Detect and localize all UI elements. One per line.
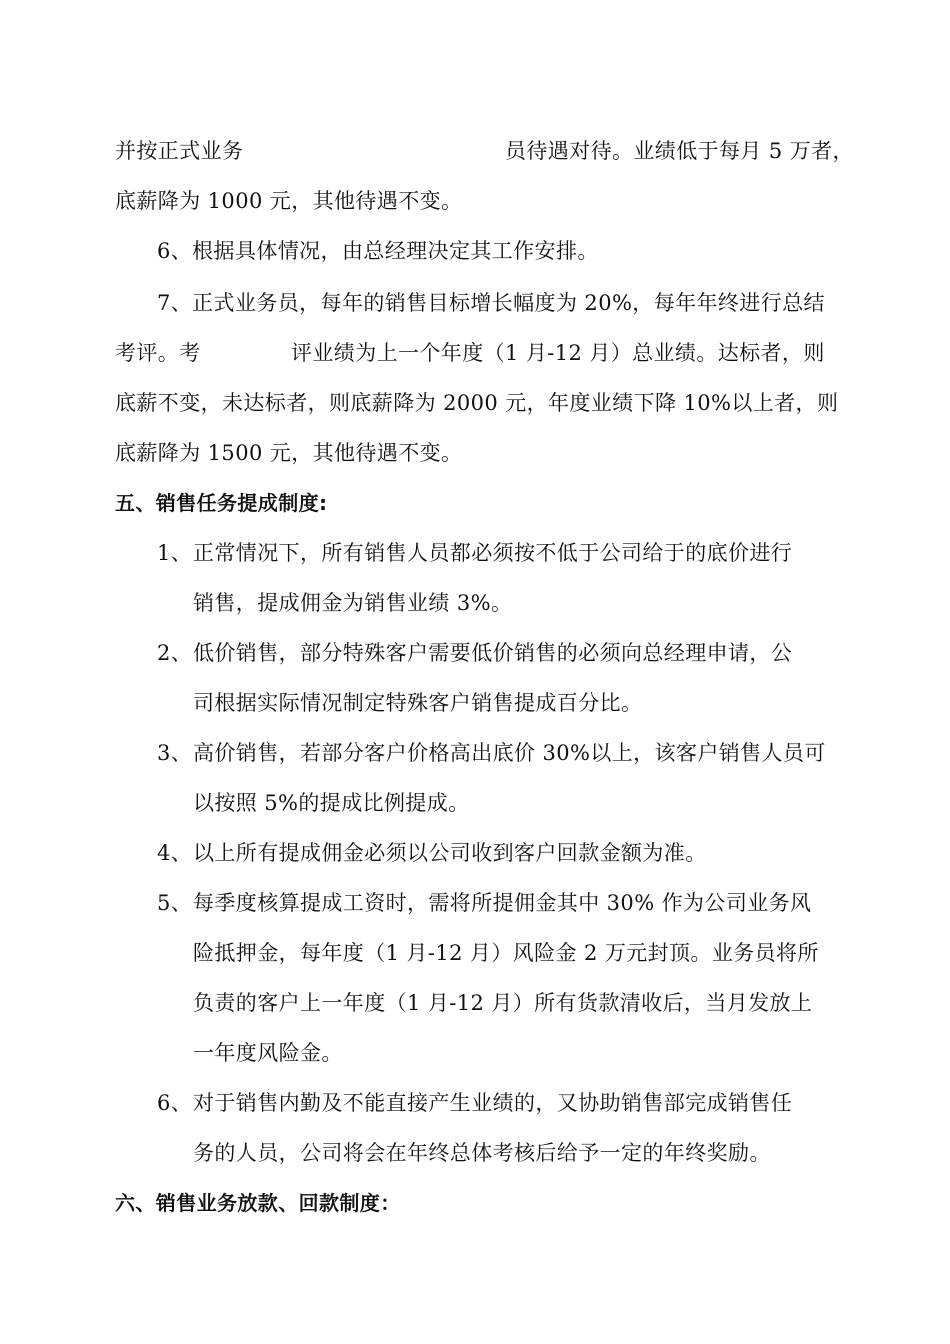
section-5-heading: 五、销售任务提成制度:	[115, 491, 328, 515]
s5-item-5-line-4: 一年度风险金。	[193, 1041, 343, 1065]
item-7-line-2a: 考评。考	[115, 341, 201, 365]
s5-item-2-line-1: 低价销售，部分特殊客户需要低价销售的必须向总经理申请，公	[193, 641, 793, 665]
section-6-heading: 六、销售业务放款、回款制度：	[115, 1191, 401, 1215]
s5-item-4-num: 4、	[157, 841, 193, 865]
s5-item-6-line-1: 对于销售内勤及不能直接产生业绩的，又协助销售部完成销售任	[193, 1091, 793, 1115]
item-7-line-3: 底薪不变，未达标者，则底薪降为 2000 元，年度业绩下降 10%以上者，则	[115, 391, 839, 415]
s5-item-6-num: 6、	[157, 1091, 193, 1115]
item-7-line-2b: 评业绩为上一个年度（1 月-12 月）总业绩。达标者，则	[291, 341, 825, 365]
s5-item-5-line-1: 每季度核算提成工资时，需将所提佣金其中 30% 作为公司业务风	[193, 891, 812, 915]
s5-item-5-line-2: 险抵押金，每年度（1 月-12 月）风险金 2 万元封顶。业务员将所	[193, 941, 819, 965]
item-7-line-4: 底薪降为 1500 元，其他待遇不变。	[115, 441, 463, 465]
s5-item-6-line-2: 务的人员，公司将会在年终总体考核后给予一定的年终奖励。	[193, 1141, 771, 1165]
s5-item-5-line-3: 负责的客户上一年度（1 月-12 月）所有货款清收后，当月发放上	[193, 991, 813, 1015]
s5-item-3-line-1: 高价销售，若部分客户价格高出底价 30%以上，该客户销售人员可	[193, 741, 826, 765]
carryover-line-2: 底薪降为 1000 元，其他待遇不变。	[115, 189, 463, 213]
s5-item-2-num: 2、	[157, 641, 193, 665]
s5-item-2-line-2: 司根据实际情况制定特殊客户销售提成百分比。	[193, 691, 643, 715]
s5-item-5-num: 5、	[157, 891, 193, 915]
s5-item-1-line-2: 销售，提成佣金为销售业绩 3%。	[193, 591, 513, 615]
s5-item-3-num: 3、	[157, 741, 193, 765]
s5-item-1-line-1: 正常情况下，所有销售人员都必须按不低于公司给于的底价进行	[193, 541, 793, 565]
s5-item-4-line-1: 以上所有提成佣金必须以公司收到客户回款金额为准。	[193, 841, 707, 865]
item-7-line-1: 7、正式业务员，每年的销售目标增长幅度为 20%，每年年终进行总结	[157, 291, 825, 315]
carryover-line-1b: 员待遇对待。业绩低于每月 5 万者，	[505, 139, 854, 163]
s5-item-3-line-2: 以按照 5%的提成比例提成。	[193, 791, 470, 815]
item-6-text: 6、根据具体情况，由总经理决定其工作安排。	[157, 239, 599, 263]
carryover-line-1a: 并按正式业务	[115, 139, 244, 163]
s5-item-1-num: 1、	[157, 541, 193, 565]
